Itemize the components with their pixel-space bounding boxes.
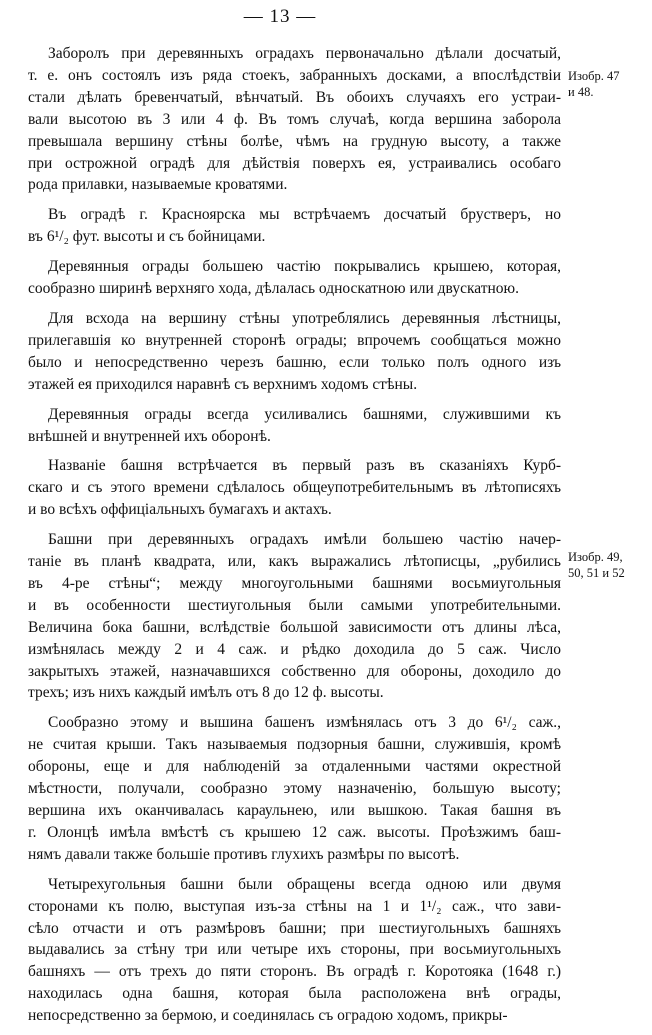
text-line: внѣшней и внутренней ихъ оборонѣ. — [28, 427, 271, 445]
margin-note-figures-49-52 — [568, 549, 650, 581]
text-line: нямъ давали также большіе противъ глухихъ размѣры по высотѣ. — [28, 845, 460, 863]
text-line: Башни при деревянныхъ оградахъ имѣли большею частію начер- — [48, 531, 561, 549]
text-line: т. е. онъ состоялъ изъ ряда стоекъ, забранныхъ досками, а впослѣдствіи — [28, 66, 561, 84]
text-line: вали высотою въ 3 или 4 ф. Въ томъ случаѣ, когда вершина заборола — [28, 110, 561, 128]
text-line: Сообразно этому и вышина башенъ измѣнялась отъ 3 до 6¹/₂ саж., — [48, 714, 561, 732]
paragraph — [28, 455, 561, 521]
text-line: рода прилавки, называемые кроватями. — [28, 176, 288, 194]
text-line: при острожной оградѣ для дѣйствія поверхъ ея, устраивались особаго — [28, 154, 561, 172]
margin-note-line: и 48. — [568, 85, 594, 99]
text-line: Названіе башня встрѣчается въ первый разъ въ сказаніяхъ Курб- — [48, 457, 561, 475]
text-line: измѣнялась между 2 и 4 саж. и рѣдко доходила до 5 саж. Число — [28, 640, 561, 658]
text-line: г. Олонцѣ имѣла вмѣстѣ съ крышею 12 саж. высоты. Проѣзжимъ баш- — [28, 823, 561, 841]
paragraph — [28, 712, 561, 865]
text-line: мѣстности, получали, сообразно этому назначенію, большую высоту; — [28, 780, 561, 798]
text-line: выдавались за стѣну три или четыре ихъ стороны, при восьмиугольныхъ — [28, 941, 561, 959]
text-line: не считая крыши. Такъ называемыя подзорныя башни, служившія, кромѣ — [28, 736, 561, 754]
paragraph — [28, 404, 561, 448]
text-line: и во всѣхъ оффиціальныхъ бумагахъ и актахъ. — [28, 501, 332, 519]
text-line: скаго и съ этого времени сдѣлалось общеупотребительнымъ въ лѣтописяхъ — [28, 479, 561, 497]
text-line: Заборолъ при деревянныхъ оградахъ первоначально дѣлали досчатый, — [48, 45, 561, 62]
text-line: стали дѣлать бревенчатый, вѣнчатый. Въ обоихъ случаяхъ его устраи- — [28, 88, 561, 106]
text-line: въ 6¹/₂ фут. высоты и съ бойницами. — [28, 228, 266, 246]
paragraph — [28, 308, 561, 396]
text-line: въ 4-ре стѣны“; между многоугольными башнями восьмиугольныя — [28, 574, 561, 592]
text-line: Въ оградѣ г. Красноярска мы встрѣчаемъ досчатый брустверъ, но — [48, 206, 561, 224]
body-text — [28, 43, 561, 1035]
text-line: Для всхода на вершину стѣны употреблялись деревянныя лѣстницы, — [48, 309, 561, 327]
text-line: находилась одна башня, которая была расположена внѣ ограды, — [28, 985, 561, 1003]
margin-note-line: Изобр. 47 — [568, 69, 620, 83]
text-line: трехъ; изъ нихъ каждый имѣлъ отъ 8 до 12 ф. высоты. — [28, 684, 384, 702]
text-line: непосредственно за бермою, и соединялась съ оградою ходомъ, прикры- — [28, 1007, 508, 1025]
text-line: Четырехугольныя башни были обращены всегда одною или двумя — [48, 875, 561, 893]
margin-note-line: 50, 51 и 52 — [568, 566, 625, 580]
paragraph — [28, 874, 561, 1027]
paragraph — [28, 529, 561, 704]
text-line: превышала вершину стѣны болѣе, чѣмъ на грудную высоту, а также — [28, 132, 561, 150]
text-line: сѣло отчасти и отъ размѣровъ башни; при шестиугольныхъ башняхъ — [28, 919, 561, 937]
page-number: — 13 — — [243, 6, 317, 27]
text-line: сторонами къ полю, выступая изъ-за стѣны на 1 и 1¹/₂ саж., что зави- — [28, 897, 561, 915]
text-line: этажей ея приходился наравнѣ съ верхнимъ ходомъ стѣны. — [28, 375, 418, 393]
text-line: башняхъ — отъ трехъ до пяти сторонъ. Въ оградѣ г. Коротояка (1648 г.) — [28, 963, 561, 981]
text-line: закрытыхъ этажей, назначавшихся собственно для обороны, доходило до — [28, 662, 561, 680]
text-line: Величина бока башни, вслѣдствіе большой зависимости отъ длины лѣса, — [28, 618, 561, 636]
text-line: и въ особенности шестиугольныя были самыми употребительными. — [28, 596, 561, 614]
text-line: таніе въ планѣ квадрата, или, какъ выражались лѣтописцы, „рубились — [28, 553, 561, 571]
text-line: прилегавшія ко внутренней сторонѣ ограды; впрочемъ сообщаться можно — [28, 331, 561, 349]
margin-note-figures-47-48 — [568, 68, 650, 100]
text-line: Деревянныя ограды большею частію покрывались крышею, которая, — [48, 258, 561, 276]
text-line: сообразно ширинѣ верхняго хода, дѣлалась односкатною или двускатною. — [28, 280, 519, 298]
text-line: было и непосредственно черезъ башню, если только полъ одного изъ — [28, 353, 561, 371]
paragraph — [28, 43, 561, 196]
paragraph — [28, 256, 561, 300]
text-line: Деревянныя ограды всегда усиливались башнями, служившими къ — [48, 405, 561, 423]
text-line: обороны, еще и для наблюденій за отдаленными частями окрестной — [28, 758, 561, 776]
text-line: вершина ихъ оканчивалась караульнею, или вышкою. Такая башня въ — [28, 802, 561, 819]
paragraph — [28, 204, 561, 248]
margin-note-line: Изобр. 49, — [568, 550, 623, 564]
